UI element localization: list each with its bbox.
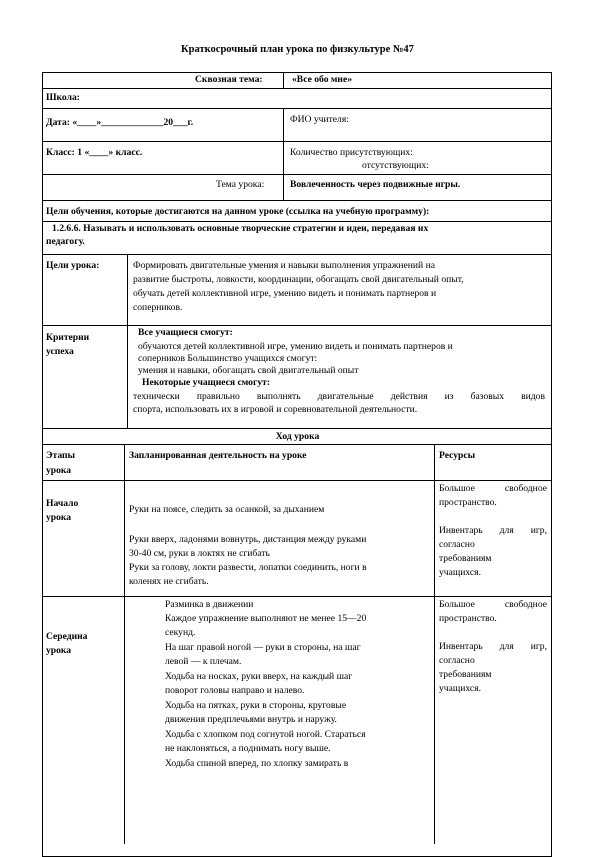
start-resource-line: пространство. (439, 497, 497, 508)
criteria-line: спорта, использовать их в игровой и соревновательной деятельности. (133, 404, 418, 415)
middle-activity-line: секунд. (165, 627, 196, 638)
middle-activity-line: не наклоняться, а поднимать ногу выше. (165, 743, 331, 754)
lesson-goal-line: Формировать двигательные умения и навыки выполнения упражнений на (133, 260, 435, 271)
middle-activity-line: Каждое упражнение выполняют не менее 15—20 (165, 613, 367, 624)
lesson-goal-line: развитие быстроты, ловкости, координации, обогащать свой двигательный опыт, (133, 274, 464, 285)
row-divider (42, 254, 552, 255)
criteria-line: Некоторые учащиеся смогут: (142, 377, 271, 388)
middle-activity-line: левой — к плечам. (165, 656, 242, 667)
absent-label: отсутствующих: (362, 160, 429, 171)
program-goals-value: 1.2.6.6. Называть и использовать основные творческие стратегии и идеи, передавая их (52, 223, 429, 234)
middle-activity-line: поворот головы направо и налево. (165, 685, 305, 696)
stage-column-header: Этапы (46, 450, 76, 461)
program-goals-label: Цели обучения, которые достигаются на данном уроке (ссылка на учебную программу): (46, 206, 430, 217)
start-activity-line: 30-40 см, руки в локтях не сгибать (129, 548, 270, 559)
topic-value: Вовлеченность через подвижные игры. (290, 179, 461, 190)
date-label: Дата: «____»_____________20___г. (46, 117, 194, 128)
row-divider (42, 596, 552, 597)
row-divider (42, 428, 552, 429)
criteria-line: Все учащиеся смогут: (138, 327, 233, 338)
middle-activity-line: Ходьба на пятках, руки в стороны, круговые (165, 700, 347, 711)
middle-resource-line: Большое свободное (439, 599, 547, 610)
start-activity-line: Руки на поясе, следить за осанкой, за дыханием (129, 504, 325, 515)
stage-middle: урока (46, 645, 72, 656)
start-resource-line: учащихся. (439, 567, 481, 578)
middle-resource-line: учащихся. (439, 683, 481, 694)
middle-resource-line: Инвентарь для игр, (439, 641, 547, 652)
theme-label: Сквозная тема: (195, 74, 263, 85)
lesson-goal-line: обучать детей коллективной игре, умению видеть и понимать партнеров и (133, 288, 437, 299)
middle-resource-line: требованиям (439, 669, 492, 680)
row-divider (42, 444, 552, 445)
row-divider (42, 174, 552, 175)
middle-activity-line: Ходьба спиной вперед, по хлопку замирать в (165, 758, 349, 769)
present-label: Количество присутствующих: (290, 147, 413, 158)
middle-activity-line: Ходьба с хлопком под согнутой ногой. Стараться (165, 729, 366, 740)
row-divider (42, 200, 552, 201)
resources-column-header: Ресурсы (439, 450, 476, 461)
row-divider (42, 141, 552, 142)
start-activity-line: Руки за голову, локти развести, лопатки соединить, ноги в (129, 562, 367, 573)
middle-activity-line: Ходьба на носках, руки вверх, на каждый шаг (165, 671, 353, 682)
criteria-line: технически правильно выполнять двигательные действия из базовых видов (133, 391, 545, 402)
col-divider (434, 444, 435, 844)
stage-start: урока (46, 512, 72, 523)
course-heading: Ход урока (275, 431, 320, 442)
stage-column-header: урока (46, 465, 72, 476)
col-divider (283, 108, 284, 200)
middle-resource-line: пространство. (439, 613, 497, 624)
row-divider (42, 325, 552, 326)
start-resource-line: Большое свободное (439, 483, 547, 494)
middle-activity-line: Разминка в движении (165, 599, 254, 610)
activity-column-header: Запланированная деятельность на уроке (129, 450, 307, 461)
theme-value: «Все обо мне» (292, 74, 353, 85)
document-title: Краткосрочный план урока по физкультуре №47 (181, 44, 414, 55)
criteria-line: умения и навыки, обогащать свой двигательный опыт (138, 365, 359, 376)
row-divider (42, 88, 552, 89)
start-resource-line: Инвентарь для игр, (439, 525, 547, 536)
middle-resource-line: согласно (439, 655, 475, 666)
col-divider (283, 72, 284, 88)
middle-activity-line: На шаг правой ногой — руки в стороны, на шаг (165, 642, 361, 653)
school-label: Школа: (46, 92, 80, 103)
program-goals-value: педагогу. (46, 236, 85, 247)
col-divider (124, 444, 125, 844)
topic-label: Тема урока: (216, 179, 265, 190)
criteria-line: обучаются детей коллективной игре, умению видеть и понимать партнеров и (138, 341, 453, 352)
start-resource-line: требованиям (439, 553, 492, 564)
criteria-line: соперников Большинство учащихся смогут: (138, 353, 318, 364)
lesson-goal-line: соперников. (133, 302, 183, 313)
criteria-label: успеха (46, 346, 74, 357)
col-divider (127, 254, 128, 428)
stage-start: Начало (46, 498, 79, 509)
start-activity-line: коленях не сгибать. (129, 576, 209, 587)
criteria-label: Критерии (46, 332, 90, 343)
teacher-label: ФИО учителя: (290, 114, 349, 125)
stage-middle: Середина (46, 631, 88, 642)
row-divider (42, 480, 552, 481)
class-label: Класс: 1 «____» класс. (46, 147, 143, 158)
lesson-goals-label: Цели урока: (46, 260, 100, 271)
row-divider (42, 108, 552, 109)
start-resource-line: согласно (439, 539, 475, 550)
middle-activity-line: движения предплечьями внутрь и наружу. (165, 714, 337, 725)
start-activity-line: Руки вверх, ладонями вовнутрь, дистанция между руками (129, 534, 367, 545)
